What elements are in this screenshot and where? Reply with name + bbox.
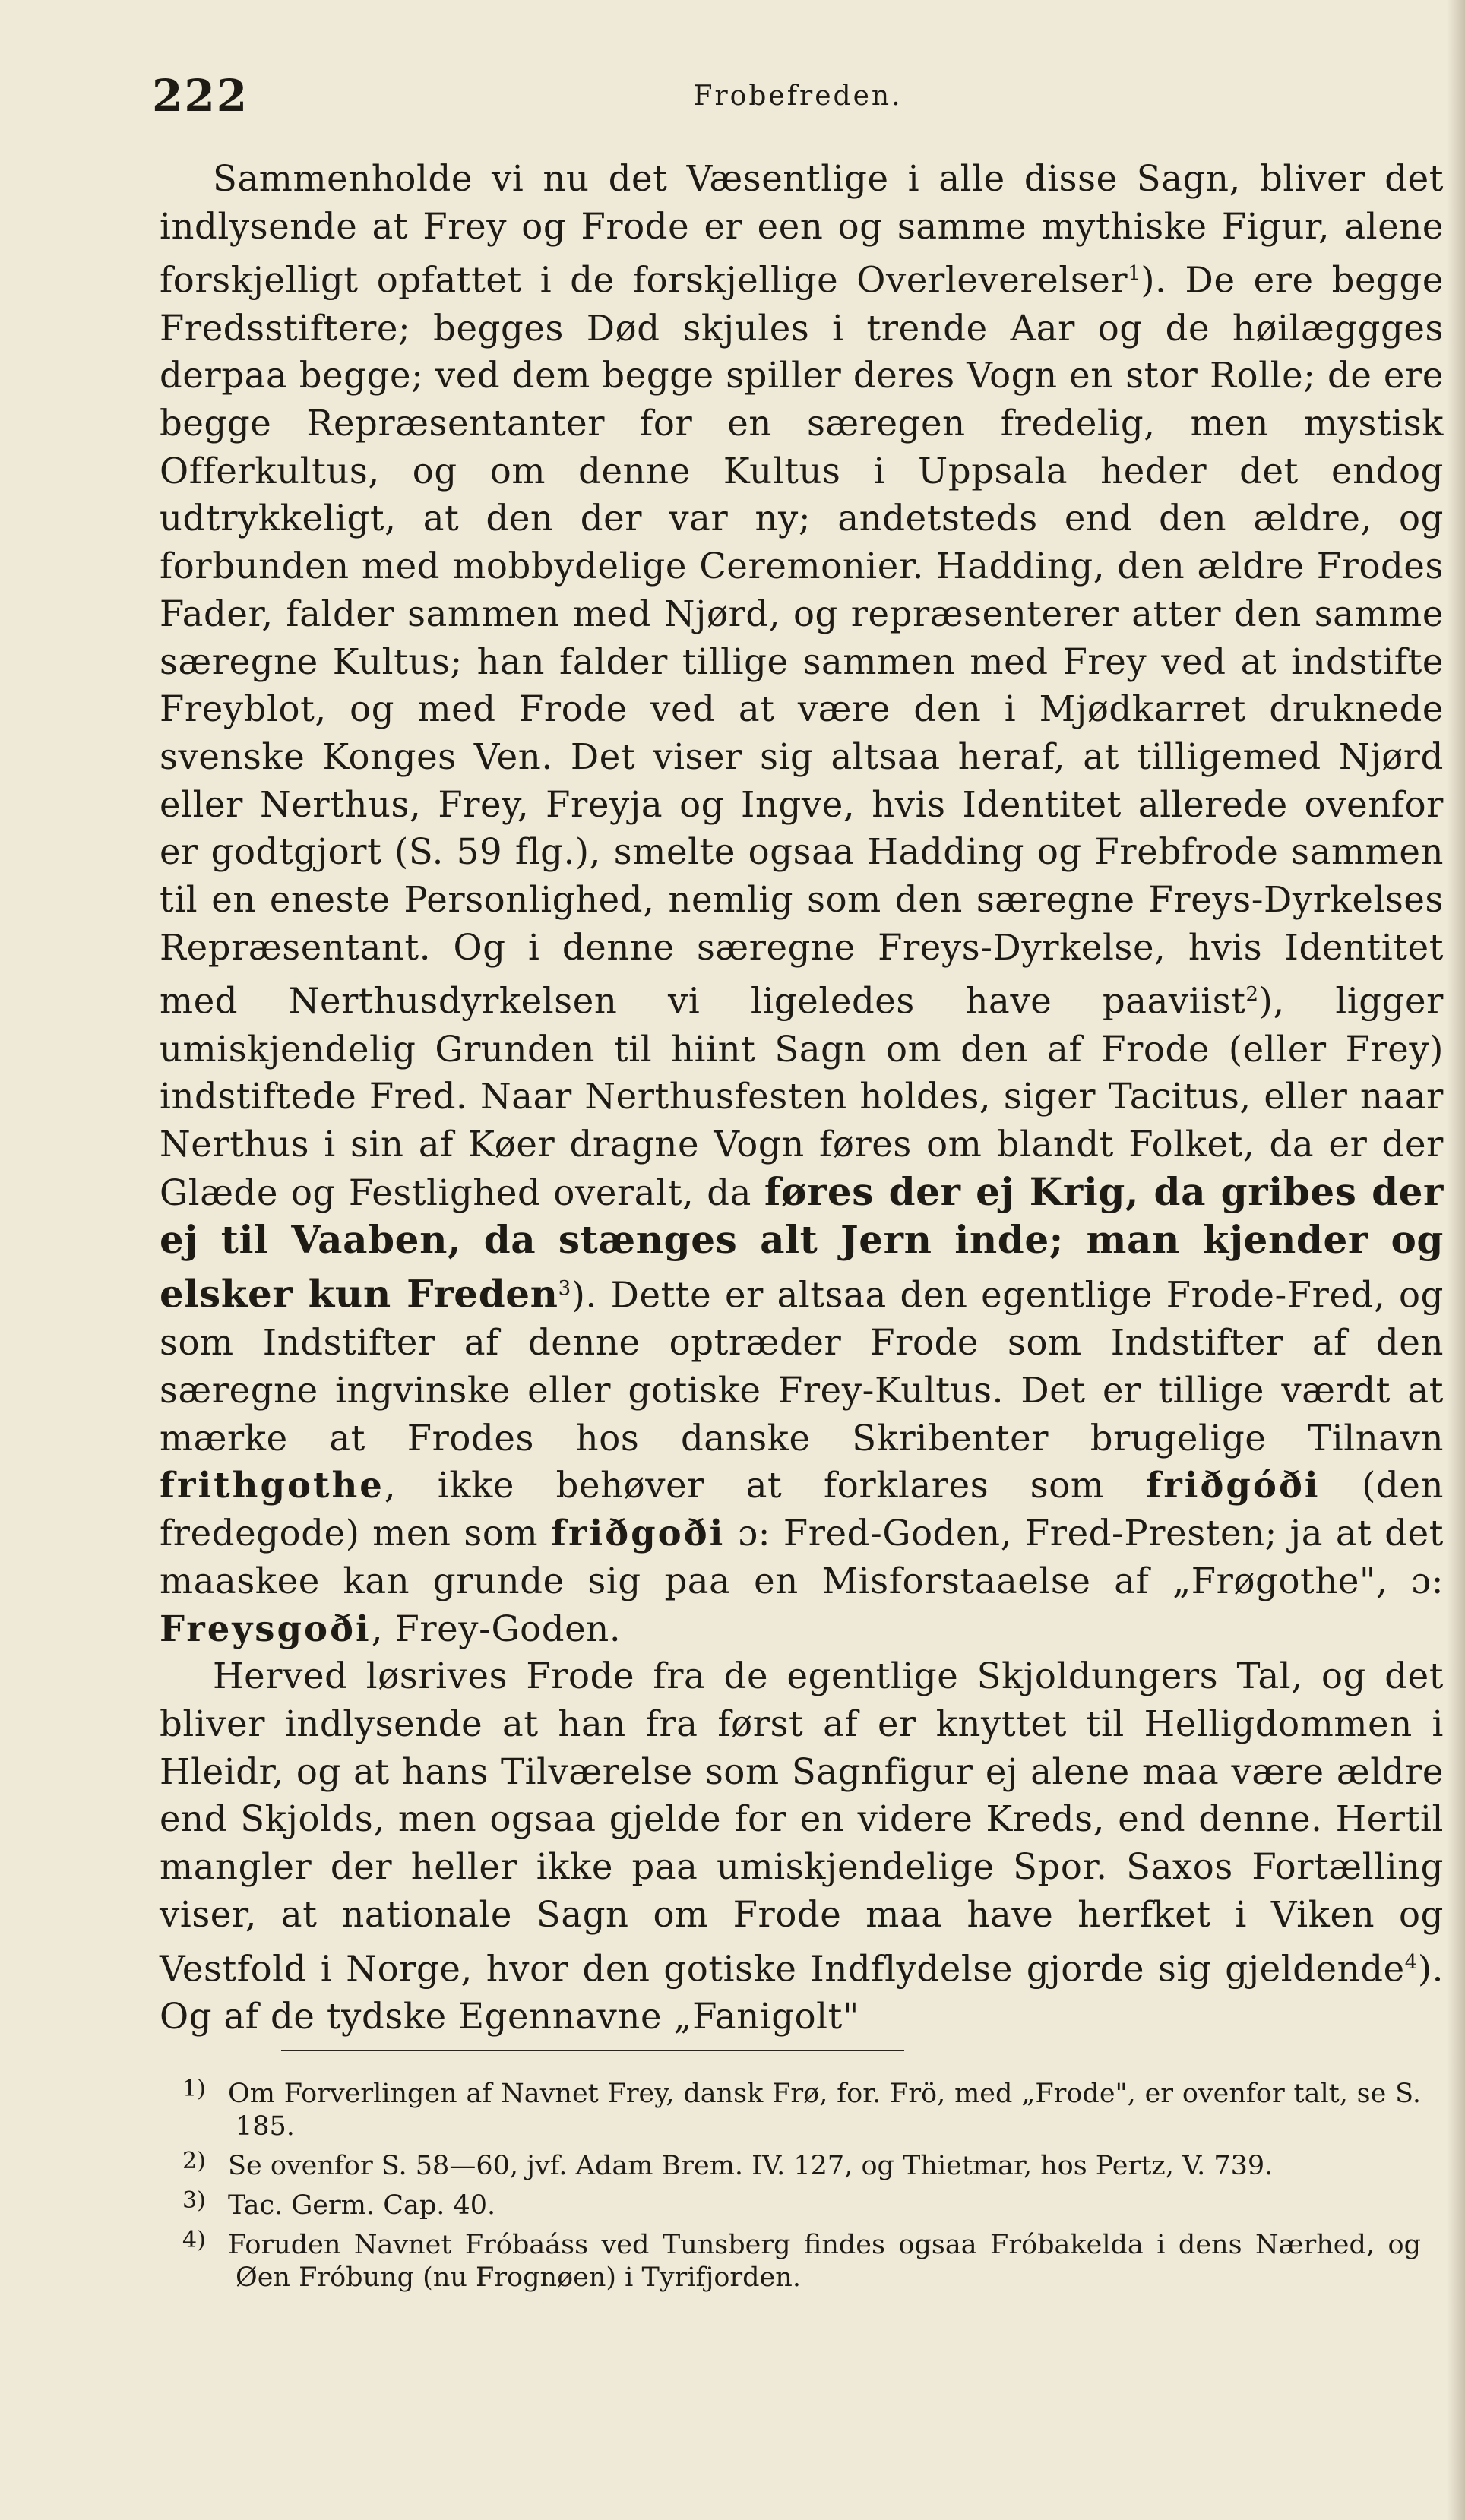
antiqua-word: frithgothe: [160, 1464, 384, 1507]
antiqua-word: Freysgoði: [160, 1607, 372, 1649]
footnote-text: Se ovenfor S. 58—60, jvf. Adam Brem. IV. 127, og Thietmar, hos Pertz, V. 739.: [228, 2151, 1274, 2181]
footnote: [182, 2184, 1421, 2222]
text-run: ), ligger umiskjendelig Grunden til hiint Sagn om den af Frode (eller Frey) indstiftede Fred. Naar Nerthusfesten holdes, siger Tacitus, eller naar Nerthus i sin af Køer dragne Vogn føres om blandt Folket, da er der Glæde og Festlighed overalt, da: [160, 980, 1444, 1213]
footnote-divider: [281, 2050, 904, 2051]
footnote: [182, 2145, 1421, 2183]
footnote-ref: 4: [1404, 1950, 1418, 1974]
footnote-mark: 2): [182, 2148, 206, 2174]
footnotes: [182, 2073, 1421, 2296]
footnote-mark: 1): [182, 2076, 206, 2102]
footnote-ref: 3: [558, 1277, 571, 1301]
text-run: ). Dette er altsaa den egentlige Frode-Fred, og som Indstifter af denne optræder Frode som Indstifter af den særegne ingvinske eller gotiske Frey-Kultus. Det er tillige værdt at mærke at Frodes hos danske Skribenter brugelige Tilnavn: [160, 1274, 1444, 1459]
footnote: [182, 2073, 1421, 2143]
antiqua-word: friðgoði: [550, 1512, 726, 1554]
footnote-text: Foruden Navnet Fróbaáss ved Tunsberg findes ogsaa Fróbakelda i dens Nærhed, og Øen Fróbung (nu Frognøen) i Tyrifjorden.: [228, 2230, 1421, 2293]
page-edge: [1447, 0, 1465, 2520]
page-number: 222: [152, 70, 249, 122]
footnote-text: Om Forverlingen af Navnet Frey, dansk Frø, for. Frö, med „Frode", er ovenfor talt, se S. 185.: [228, 2079, 1421, 2142]
text-run: ). De ere begge Fredsstiftere; begges Død skjules i trende Aar og de høilæggges derpaa begge; ved dem begge spiller deres Vogn en stor Rolle; de ere begge Repræsentanter for en særegen fredelig, men mystisk Offerkultus, og om denne Kultus i Uppsala heder det endog udtrykkeligt, at den der var ny; andetsteds end den ældre, og forbunden med mobbydelige Ceremonier. Hadding, den ældre Frodes Fader, falder sammen med Njørd, og repræsenterer atter den samme særegne Kultus; han falder tillige sammen med Frey ved at indstifte Freyblot, og med Frode ved at være den i Mjødkarret druknede svenske Konges Ven. Det viser sig altsaa heraf, at tilligemed Njørd eller Nerthus, Frey, Freyja og Ingve, hvis Identitet allerede ovenfor er godtgjort (S. 59 flg.), smelte ogsaa Hadding og Frebfrode sammen til en eneste Personlighed, nemlig som den særegne Freys-Dyrkelses Repræsentant. Og i denne særegne Freys-Dyrkelse, hvis Identitet med Nerthusdyrkelsen vi ligeledes have paaviist: [160, 259, 1444, 1022]
text-run: (den fredegode) men som: [160, 1465, 1444, 1554]
footnote: [182, 2224, 1421, 2294]
text-run: , Frey-Goden.: [371, 1608, 622, 1649]
text-run: ). Og af de tydske Egennavne „Fanigolt": [160, 1948, 1444, 2037]
footnote-ref: 2: [1245, 983, 1259, 1007]
footnote-text: Tac. Germ. Cap. 40.: [228, 2190, 496, 2221]
page-header: [152, 70, 1444, 131]
footnote-mark: 3): [182, 2187, 206, 2214]
running-head: Frobefreden.: [693, 81, 903, 112]
antiqua-word: friðgóði: [1146, 1464, 1321, 1507]
text-run: , ikke behøver at forklares som: [384, 1465, 1147, 1507]
text-run: ɔ: Fred-Goden, Fred-Presten; ja at det maaskee kan grunde sig paa en Misforstaaelse af „Frøgothe", ɔ:: [160, 1513, 1444, 1601]
footnote-ref: 1: [1128, 262, 1141, 286]
paragraph: [160, 155, 1444, 2040]
emphasized-text: føres der ej Krig, da gribes der ej til Vaaben, da stænges alt Jern inde; man kjender og elsker kun Freden: [160, 1168, 1444, 1317]
footnote-mark: 4): [182, 2227, 206, 2253]
text-run: Herved løsrives Frode fra de egentlige Skjoldungers Tal, og det bliver indlysende at han fra først af er knyttet til Helligdommen i Hleidr, og at hans Tilværelse som Sagnfigur ej alene maa være ældre end Skjolds, men ogsaa gjelde for en videre Kreds, end denne. Hertil mangler der heller ikke paa umiskjendelige Spor. Saxos Fortælling viser, at nationale Sagn om Frode maa have herfket i Viken og Vestfold i Norge, hvor den gotiske Indflydelse gjorde sig gjeldende: [160, 1655, 1444, 1990]
text-run: Sammenholde vi nu det Væsentlige i alle disse Sagn, bliver det indlysende at Frey og Frode er een og samme mythiske Figur, alene forskjelligt opfattet i de forskjellige Overleverelser: [160, 158, 1444, 301]
